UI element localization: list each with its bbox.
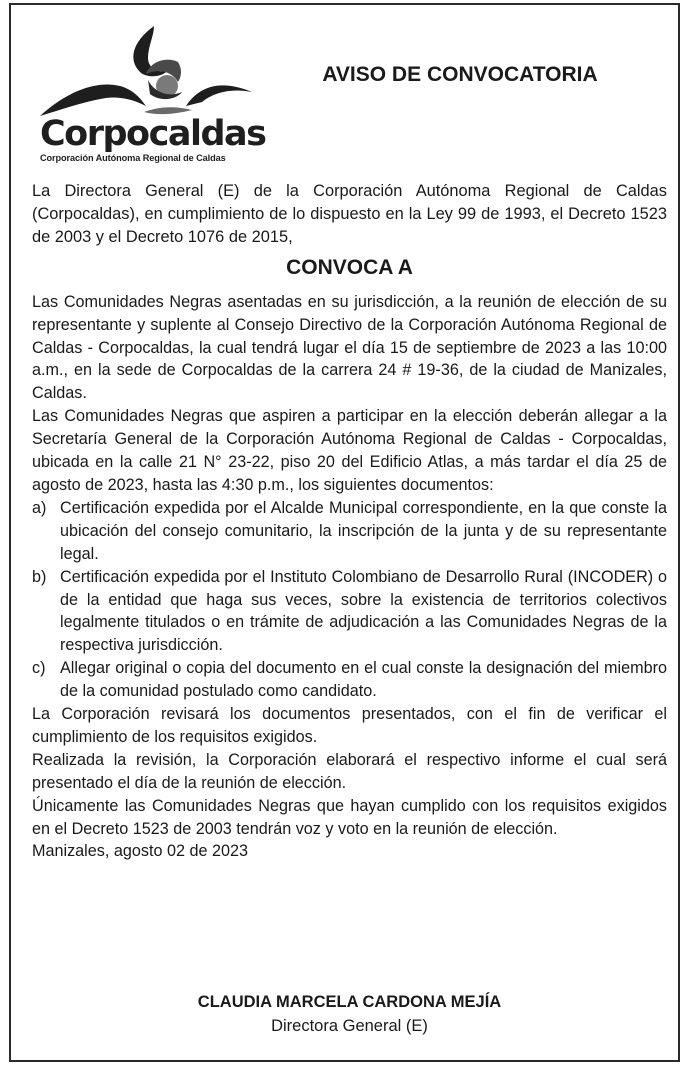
requirements-list — [32, 497, 667, 703]
date-line: Manizales, agosto 02 de 2023 — [32, 842, 248, 861]
convoca-heading: CONVOCA A — [286, 255, 413, 279]
body-paragraph-4: Realizada la revisión, la Corporación elaborará el respectivo informe el cual será presentado el día de la reunión de elección. — [32, 750, 667, 792]
requirement-text: Certificación expedida por el Alcalde Municipal correspondiente, en la que conste la ubicación del consejo comunitario, la inscripción de la junta y de su representante legal. — [60, 498, 667, 563]
notice-body — [32, 180, 667, 863]
body-paragraph-3: La Corporación revisará los documentos presentados, con el fin de verificar el cumplimiento de los requisitos exigidos. — [32, 705, 667, 746]
requirement-marker: a) — [32, 498, 47, 517]
requirement-text: Certificación expedida por el Instituto Colombiano de Desarrollo Rural (INCODER) o de la entidad que haga sus veces, sobre la existencia de territorios colectivos legalmente titulados o en trámite de adjudicación a las Comunidades Negras de la respectiva jurisdicción. — [60, 567, 667, 655]
corpocaldas-logo — [36, 22, 266, 167]
signature-block — [32, 990, 667, 1038]
requirement-marker: c) — [32, 659, 46, 678]
requirement-item — [32, 657, 667, 703]
body-paragraph-1: Las Comunidades Negras asentadas en su jurisdicción, a la reunión de elección de su representante y suplente al Consejo Directivo de la Corporación Autónoma Regional de Caldas - Corpocaldas, la cual tendrá lugar el día 15 de septiembre de 2023 a las 10:00 a.m., en la sede de Corpocaldas de la carrera 24 # 19-36, de la ciudad de Manizales, Caldas. — [32, 292, 667, 403]
body-paragraph-5: Únicamente las Comunidades Negras que hayan cumplido con los requisitos exigidos en el Decreto 1523 de 2003 tendrán voz y voto en la reunión de elección. — [32, 796, 667, 838]
notice-title: AVISO DE CONVOCATORIA — [322, 63, 598, 86]
requirement-item — [32, 497, 667, 566]
logo-subtitle: Corporación Autónoma Regional de Caldas — [40, 153, 226, 163]
logo-emblem-icon — [36, 22, 256, 122]
signatory-position: Directora General (E) — [271, 1017, 428, 1035]
requirement-text: Allegar original o copia del documento en el cual conste la designación del miembro de la comunidad postulado como candidato. — [60, 659, 667, 701]
requirement-marker: b) — [32, 567, 47, 586]
intro-paragraph: La Directora General (E) de la Corporación Autónoma Regional de Caldas (Corpocaldas), en cumplimiento de lo dispuesto en la Ley 99 de 1993, el Decreto 1523 de 2003 y el Decreto 1076 de 2015, — [32, 182, 667, 246]
signatory-name: CLAUDIA MARCELA CARDONA MEJÍA — [197, 993, 502, 1011]
requirement-item — [32, 566, 667, 658]
body-paragraph-2: Las Comunidades Negras que aspiren a participar en la elección deberán allegar a la Secretaría General de la Corporación Autónoma Regional de Caldas - Corpocaldas, ubicada en la calle 21 N° 23-22, piso 20 del Edificio Atlas, a más tardar el día 25 de agosto de 2023, hasta las 4:30 p.m., los siguientes documentos: — [32, 407, 667, 494]
logo-name: Corpocaldas — [40, 114, 266, 154]
